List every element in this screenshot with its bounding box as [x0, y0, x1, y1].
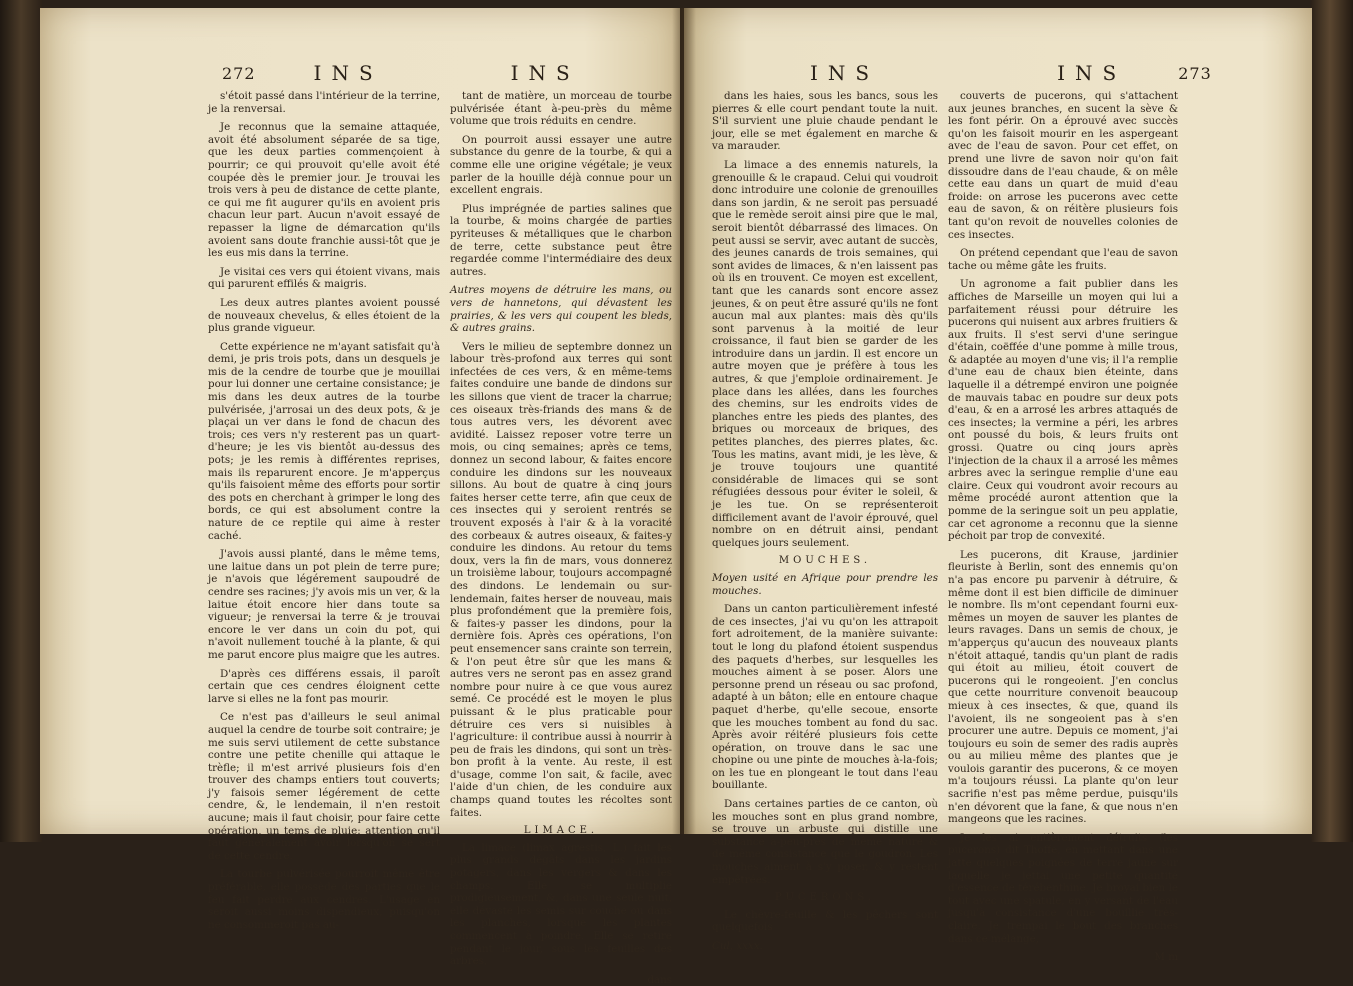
paragraph: Je reconnus que la semaine attaquée, avoit été absolument séparée de sa tige, que les deux parties commençoient à pourrir; ce qui prouvoit qu'elle avoit été coupée dès le premier jour. Je trouvai les trois vers à peu de distance de cette plante, ce qui me fit augurer qu'ils en avoient pris chacun leur part. Aucun n'avoit essayé de repasser la ligne de démarcation qu'ils avoient sans doute franchie aussi-tôt que je les eus mis dans la terrine. [208, 121, 440, 260]
paragraph: couverts de pucerons, qui s'attachent aux jeunes branches, en sucent la sève & les font périr. On a éprouvé avec succès qu'on les faisoit mourir en les aspergeant avec de l'eau de savon. Pour cet effet, on prend une livre de savon noir qu'on fait dissoudre dans de l'eau chaude, & on mêle cette eau dans un quart de muid d'eau froide: on arrose les pucerons avec cette eau de savon, & on réitère plusieurs fois tant qu'on revoit de nouvelles colonies de ces insectes. [948, 90, 1178, 241]
paragraph: Je visitai ces vers qui étoient vivans, mais qui parurent effilés & maigris. [208, 265, 440, 291]
paragraph: Vers le milieu de septembre donnez un labour très-profond aux terres qui sont infectées de ces vers, & en même-tems faites conduire une bande de dindons sur les sillons que vient de tracer la charrue; ces oiseaux très-friands des mans & de tous autres vers, les dévorent avec avidité. Laissez reposer votre terre un mois, ou cinq semaines; après ce tems, donnez un second labour, & faites encore conduire les dindons sur les nouveaux sillons. Au bout de quatre à cinq jours faites herser cette terre, afin que ceux de ces insectes qui y seroient rentrés se trouvent exposés à l'air & à la voracité des corbeaux & autres oiseaux, & faites-y conduire les dindons. Au retour du tems doux, vers la fin de mars, vous donnerez un troisième labour, toujours accompagné des dindons. Le lendemain ou sur-lendemain, faites herser de nouveau, mais plus profondément que la première fois, & faites-y passer les dindons, pour la dernière fois. Après ces opérations, l'on peut ensemencer sans crainte son terrein, & l'on peut être sûr que les mans & autres vers ne seront pas en assez grand nombre pour nuire à ce que vous aurez semé. Ce procédé est le moyen le plus puissant & le plus praticable pour détruire ces vers si nuisibles à l'agriculture: il contribue aussi à nourrir à peu de frais les dindons, qui sont un très-bon profit à la vente. Au reste, il est d'usage, comme l'on sait, & facile, avec l'aide d'un chien, de les conduire aux champs quand toutes les récoltes sont faites. [450, 340, 672, 819]
signature-mark: M m [1154, 951, 1178, 964]
right-head-left: INS [810, 61, 880, 85]
left-head-right: INS [510, 61, 580, 85]
signature-mark: Cul, xxxx. [712, 940, 763, 952]
section-subtitle: Moyen usité en Afrique pour prendre les mouches. [712, 571, 938, 597]
paragraph: Le chèvre-feuille & les pêchers sont quelquefois [712, 908, 938, 934]
paragraph: Dans un canton particulièrement infesté de ces insectes, j'ai vu qu'on les attrapoit fort adroitement, de la manière suivante: tout le long du plafond étoient suspendus des paquets d'herbes, sur lesquelles les mouches aiment à se poser. Alors une personne prend un réseau ou sac profond, adapté à un bâton; elle en entoure chaque paquet d'herbe, qu'elle secoue, ensorte que les mouches tombent au fond du sac. Après avoir réitéré plusieurs fois cette opération, on trouve dans le sac une chopine ou une pinte de mouches à-la-fois; on les tue en plongeant le tout dans l'eau bouillante. [712, 603, 938, 792]
book-gutter [672, 8, 696, 834]
book-edge-left [0, 0, 42, 842]
paragraph: Les deux autres plantes avoient poussé de nouveaux chevelus, & elles étoient de la plus grande vigueur. [208, 296, 440, 335]
left-head-center: INS [313, 61, 383, 85]
paragraph: La limace a des ennemis naturels, la grenouille & le crapaud. Celui qui voudroit donc introduire une colonie de grenouilles dans son jardin, & ne seroit pas persuadé que le remède seroit ainsi pire que le mal, seroit bientôt débarrassé des limaces. On peut aussi se servir, avec autant de succès, des jeunes canards de trois semaines, qui sont avides de limaces, & n'en laissent pas où ils en trouvent. Ce moyen est excellent, tant que les canards sont encore assez jeunes, & on peut être assuré qu'ils ne font aucun mal aux plantes: mais dès qu'ils sont parvenus à la moitié de leur croissance, il faut bien se garder de les introduire dans un jardin. Il est encore un autre moyen que je préfère à tous les autres, & que j'emploie ordinairement. Je place dans les allées, dans les fourches des chemins, sur les endroits vides de planches entre les pieds des plantes, des briques ou morceaux de briques, des petites planches, des pierres plates, &c. Tous les matins, avant midi, je les lève, & je trouve toujours une quantité considérable de limaces qui se sont réfugiées dessous pour éviter le soleil, & je les tue. On se représenteroit difficilement avant de l'avoir éprouvé, quel nombre on en détruit ainsi, pendant quelques jours seulement. [712, 158, 938, 549]
section-title-pucerons: PUCERONS. [774, 892, 876, 904]
left-column-1 [208, 90, 440, 931]
left-running-head [222, 58, 642, 88]
paragraph: Dans certaines parties de ce canton, où les mouches sont en plus grand nombre, se trouve un arbuste qui distille une substance à-peu-près de même nature & de même consistance que le goudron. Les mouches aiment à s'y poser, & y restent empêtrées. [712, 798, 938, 886]
left-page-number: 272 [222, 63, 256, 83]
right-head-center: INS [1057, 61, 1127, 85]
paragraph: s'étoit passé dans l'intérieur de la terrine, je la renversai. [208, 90, 440, 115]
book-edge-right [1311, 0, 1353, 842]
paragraph: J'avois aussi planté, dans le même tems, une laitue dans un pot plein de terre pure; je n'avois que légérement saupoudré de cendre ses racines; j'y avois mis un ver, & la laitue étoit encore hier dans toute sa vigueur; je renversai la terre & je trouvai encore le ver dans un coin du pot, qui n'avoit nullement touché à la plante, & qui me parut encore plus maigre que les autres. [208, 548, 440, 661]
paragraph: La tourbe pulvérisée pourroit même être préférable, elle possède des parties que le feu fait perdre aux cendres. L'usage en seroit aussi moins dispendieux, puisqu'on ne consommeroit pas au- [208, 868, 440, 931]
catchword: dans [647, 973, 672, 986]
left-column-2 [450, 90, 672, 986]
paragraph: Ce n'est pas d'ailleurs le seul animal auquel la cendre de tourbe soit contraire; je me suis servi utilement de cette substance contre une petite chenille qui attaque le trèfle; il m'est arrivé plusieurs fois d'en trouver des champs entiers tout couverts; j'y faisois semer légérement de cette cendre, &, le lendemain, il n'en restoit aucune; mais il faut choisir, pour faire cette opération, un tems de pluie: attention qu'il faut généralement avoir lorsqu'on se sert de cette cendre. [208, 711, 440, 862]
section-subtitle: Autres moyens de détruire les mans, ou vers de hannetons, qui dévastent les prairies, & les vers qui coupent les bleds, & autres grains. [450, 284, 672, 335]
right-running-head [810, 58, 1230, 88]
right-column-2 [948, 90, 1178, 964]
paragraph: Cette expérience ne m'ayant satisfait qu'à demi, je pris trois pots, dans un desquels je mis de la cendre de tourbe que je mouillai pour lui donner une certaine consistance; je mis dans les deux autres de la tourbe pulvérisée, j'arrosai un des deux pots, & je plaçai un ver dans le fond de chacun des trois; ces vers n'y resterent pas un quart-d'heure; je les vis bientôt au-dessus des pots; je les remis à différentes reprises, mais ils reparurent encore. Je m'apperçus qu'ils faisoient même des efforts pour sortir des pots en cherchant à grimper le long des bords, ce qui est absolument contre la nature de ce reptile qui aime à rester caché. [208, 340, 440, 542]
paragraph: tant de matière, un morceau de tourbe pulvérisée étant à-peu-près du même volume que trois réduits en cendre. [450, 90, 672, 128]
right-page-number: 273 [1178, 63, 1212, 83]
paragraph: Un agronome a fait publier dans les affiches de Marseille un moyen qui lui a parfaitement réussi pour détruire les pucerons qui nuisent aux arbres fruitiers & aux fruits. Il s'est servi d'une seringue d'étain, coëffée d'une pomme à mille trous, & adaptée au moyen d'une vis; il l'a remplie d'une eau de chaux bien éteinte, dans laquelle il a détrempé environ une poignée de mauvais tabac en poudre sur deux pots d'eau, & en a arrosé les arbres attaqués de ces insectes; la vermine a péri, les arbres ont poussé du bois, & leurs fruits ont grossi. Quatre ou cinq jours après l'injection de la chaux il a arrosé les mêmes arbres avec la seringue remplie d'une eau claire. Ceux qui voudront avoir recours au même procédé auront attention que la pomme de la seringue soit un peu applatie, car cet agronome a reconnu que la sienne péchoit par trop de convexité. [948, 278, 1178, 543]
paragraph: Les pucerons, dit Krause, jardinier fleuriste à Berlin, sont des ennemis qu'on n'a pas encore pu parvenir à détruire, & même dont il est bien difficile de diminuer le nombre. Ils m'ont cependant fourni eux-mêmes un moyen de sauver les plantes de leurs ravages. Dans un semis de choux, je m'apperçus qu'aucun des nouveaux plants n'étoit attaqué, tandis qu'un plant de radis qui étoit au milieu, étoit couvert de pucerons qui le rongeoient. J'en conclus que cette nourriture convenoit beaucoup mieux à ces insectes, & que, quand ils l'avoient, ils ne songeoient pas à s'en procurer une autre. Depuis ce moment, j'ai toujours eu soin de semer des radis auprès ou au milieu même des plantes que je voulois garantir des pucerons, & ce moyen m'a toujours réussi. La plante qu'on leur sacrifie n'est pas même perdue, puisqu'ils n'en dévorent que la fane, & que nous n'en mangeons que les racines. [948, 548, 1178, 826]
paragraph: dans les haies, sous les bancs, sous les pierres & elle court pendant toute la nuit. S'il survient une pluie chaude pendant le jour, elle se met également en marche & va marauder. [712, 90, 938, 153]
paragraph: Je les ai entièrement détruits (les pucerons) dit Thoffe, en mettant dans une jatte quelques poignées de terre jaune sur laquelle je jettai une petite quantité d'essence de térébenthine. Je broyai bien le tout avec une spatule, en y versant de l'eau jusqu'à consistance d'une bouillie très-claire. Je trempai le bout des branches dans ce mélange, [948, 831, 1178, 945]
paragraph: La limace (limax agrestis, L.) fait les plus grands dégâts dans les jardins potagers, dans les vergers & dans les champs. Elle se multiplie prodigieusement, &, dans une seule nuit, elle dévaste les semis sur couche ou dans les planches, lorsque les plantes commencent à poindre. Elle se retire pendant le jour, sous les feuilles des arbres, [450, 841, 672, 968]
paragraph: D'après ces différens essais, il paroît certain que ces cendres éloignent cette larve si elles ne la font pas mourir. [208, 667, 440, 705]
paragraph: Plus imprégnée de parties salines que la tourbe, & moins chargée de parties pyriteuses & métalliques que le charbon de terre, cette substance peut être regardée comme l'intermédiaire des deux autres. [450, 202, 672, 278]
paragraph: On prétend cependant que l'eau de savon tache ou même gâte les fruits. [948, 247, 1178, 272]
section-title-mouches: MOUCHES. [778, 555, 872, 567]
right-column-1 [712, 90, 938, 952]
paragraph: On pourroit aussi essayer une autre substance du genre de la tourbe, & qui a comme elle une origine végétale; je veux parler de la houille déjà connue pour un excellent engrais. [450, 133, 672, 197]
section-title-limace: LIMACE. [523, 825, 599, 837]
